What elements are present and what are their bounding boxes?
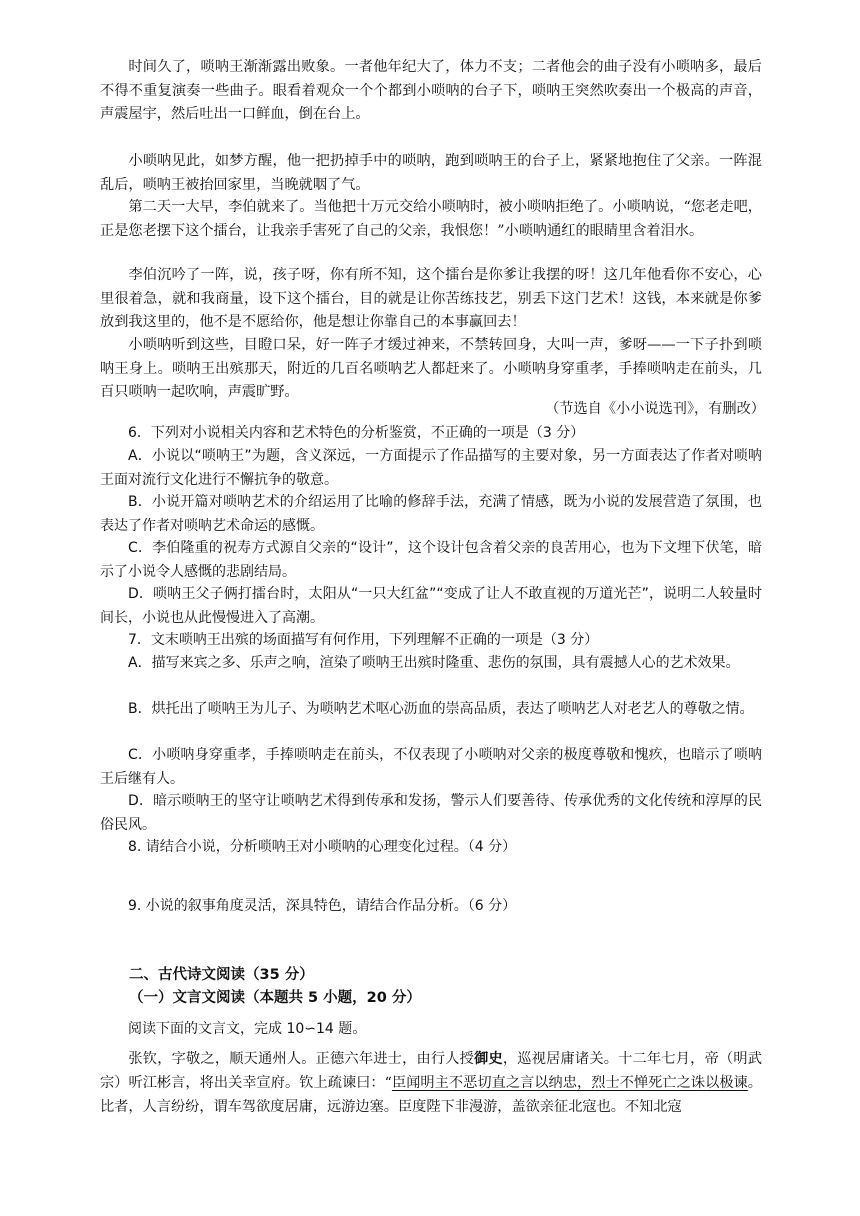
passage-paragraph-5: 小唢呐听到这些，目瞪口呆，好一阵子才缓过神来，不禁转回身，大叫一声，爹呀——一下子扑到唢呐王身上。唢呐王出殡那天，附近的几百名唢呐艺人都赶来了。小唢呐身穿重孝，手捧唢呐走在前头，几百只唢呐一起吹响，声震旷野。 — [100, 337, 762, 401]
classical-text-part-1: 张钦，字敬之，顺天通州人。正德六年进士，由行人授 — [128, 1051, 475, 1067]
passage-paragraph-2: 小唢呐见此，如梦方醒，他一把扔掉手中的唢呐，跑到唢呐王的台子上，紧紧地抱住了父亲。一阵混乱后，唢呐王被抬回家里，当晚就咽了气。 — [100, 153, 762, 193]
section-title: 二、古代诗文阅读（35 分） — [129, 967, 314, 983]
question-7-option-b: B．烘托出了唢呐王为儿子、为唢呐艺术呕心沥血的崇高品质，表达了唢呐艺人对老艺人的尊敬之情。 — [128, 701, 754, 717]
question-7-option-c: C．小唢呐身穿重孝，手捧唢呐走在前头，不仅表现了小唢呐对父亲的极度尊敬和愧疚，也暗示了唢呐王后继有人。 — [100, 747, 762, 787]
question-8: 8. 请结合小说，分析唢呐王对小唢呐的心理变化过程。（4 分） — [128, 839, 517, 855]
subsection-title: （一）文言文阅读（本题共 5 小题，20 分） — [129, 990, 421, 1006]
passage-source: （节选自《小小说选刊》，有删改） — [545, 401, 765, 417]
passage-paragraph-1: 时间久了，唢呐王渐渐露出败象。一者他年纪大了，体力不支；二者他会的曲子没有小唢呐多，最后不得不重复演奏一些曲子。眼看着观众一个个都到小唢呐的台子下，唢呐王突然吹奏出一个极高的声音，声震屋宇，然后吐出一口鲜血，倒在台上。 — [100, 59, 762, 123]
question-6-option-b: B．小说开篇对唢呐艺术的介绍运用了比喻的修辞手法，充满了情感，既为小说的发展营造了氛围，也表达了作者对唢呐艺术命运的感慨。 — [100, 494, 762, 534]
question-7-option-a: A．描写来宾之多、乐声之响，渲染了唢呐王出殡时隆重、悲伤的氛围，具有震撼人心的艺术效果。 — [128, 655, 740, 671]
classical-text — [100, 1048, 762, 1119]
question-6-option-d: D．唢呐王父子俩打擂台时，太阳从“一只大红盆”“变成了让人不敢直视的万道光芒”，说明二人较量时间长，小说也从此慢慢进入了高潮。 — [100, 586, 762, 626]
classical-text-underlined: 臣闻明主不恶切直之言以纳忠，烈士不惮死亡之诛以极谏 — [391, 1074, 748, 1091]
question-6-option-a: A．小说以“唢呐王”为题，含义深远，一方面提示了作品描写的主要对象，另一方面表达了作者对唢呐王面对流行文化进行不懈抗争的敬意。 — [100, 448, 762, 488]
classical-text-bold: 御史 — [474, 1051, 503, 1067]
question-9: 9. 小说的叙事角度灵活，深具特色，请结合作品分析。（6 分） — [128, 898, 517, 914]
question-7-option-d: D．暗示唢呐王的坚守让唢呐艺术得到传承和发扬，警示人们要善待、传承优秀的文化传统和淳厚的民俗民风。 — [100, 793, 762, 833]
classical-text-part-3: 。比者，人言纷纷，谓车驾欲度居庸，远游边塞。臣度陛下非漫游，盖欲亲征北寇也。不知北寇 — [100, 1074, 762, 1115]
classical-text-part-2: ，巡视居庸诸关。十二年七月，帝（明武宗）听江彬言，将出关幸宣府。钦上疏谏曰：“ — [100, 1051, 762, 1091]
passage-paragraph-3: 第二天一大早，李伯就来了。当他把十万元交给小唢呐时，被小唢呐拒绝了。小唢呐说，“您老走吧，正是您老摆下这个擂台，让我亲手害死了自己的父亲，我恨您！”小唢呐通红的眼睛里含着泪水。 — [100, 199, 762, 239]
question-7: 7．文末唢呐王出殡的场面描写有何作用，下列理解不正确的一项是（3 分） — [128, 632, 599, 648]
reading-instruction: 阅读下面的文言文，完成 10∽14 题。 — [128, 1021, 367, 1037]
passage-paragraph-4: 李伯沉吟了一阵，说，孩子呀，你有所不知，这个擂台是你爹让我摆的呀！这几年他看你不安心，心里很着急，就和我商量，设下这个擂台，目的就是让你苦练技艺，别丢下这门艺术！这钱，本来就是你爹放到我这里的，他不是不愿给你，他是想让你靠自己的本事赢回去！ — [100, 267, 762, 331]
question-6: 6．下列对小说相关内容和艺术特色的分析鉴赏，不正确的一项是（3 分） — [128, 425, 585, 441]
question-6-option-c: C．李伯隆重的祝寿方式源自父亲的“设计”，这个设计包含着父亲的良苦用心，也为下文埋下伏笔，暗示了小说令人感慨的悲剧结局。 — [100, 540, 762, 580]
